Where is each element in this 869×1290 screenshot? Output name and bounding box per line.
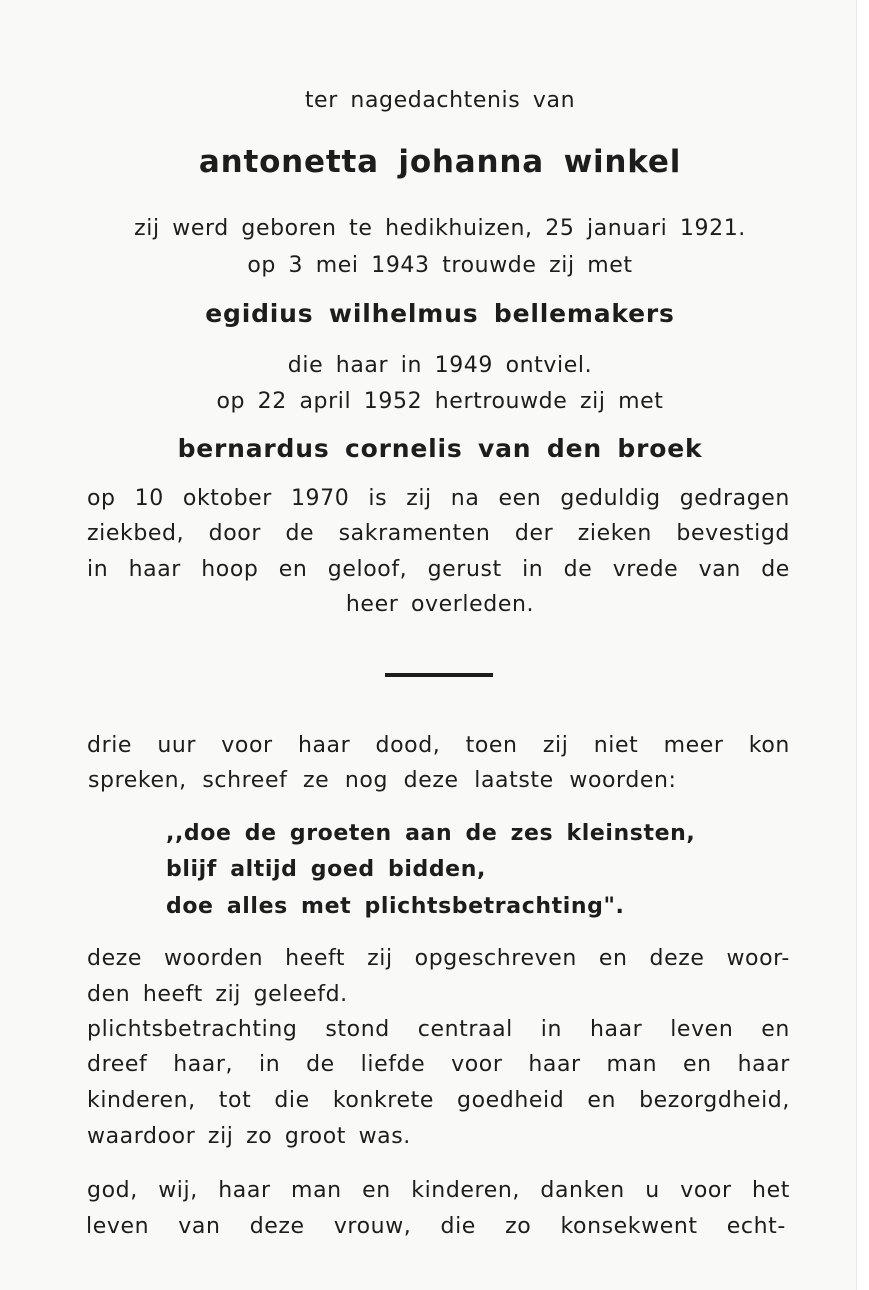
word: geduldig — [560, 486, 661, 511]
word: kon — [748, 733, 790, 758]
reflection-line — [87, 1088, 790, 1113]
word: haar, — [173, 1052, 234, 1077]
word: gedragen — [679, 486, 790, 511]
word: en — [598, 946, 628, 971]
word: haar — [737, 1052, 790, 1077]
word: liefde — [360, 1052, 426, 1077]
word: tot — [218, 1088, 252, 1113]
word: leven — [670, 1017, 734, 1042]
word: 1970 — [290, 486, 350, 511]
marriage2-line: op 22 april 1952 hertrouwde zij met — [216, 389, 664, 414]
word: god, — [87, 1178, 138, 1203]
word: meer — [663, 733, 724, 758]
word: van — [178, 1214, 221, 1239]
word: zij — [367, 946, 393, 971]
word: op — [87, 486, 116, 511]
word: deze — [649, 946, 705, 971]
word: haar — [528, 1052, 581, 1077]
word: en — [278, 557, 308, 582]
reflection-line — [87, 1052, 790, 1077]
word: bezorgdheid, — [639, 1088, 790, 1113]
word: drie — [87, 733, 133, 758]
word: de — [563, 557, 593, 582]
word: door — [208, 521, 261, 546]
thanks-line — [87, 1178, 790, 1203]
reflection-line — [87, 1017, 790, 1042]
word: toen — [465, 733, 518, 758]
word: van — [698, 557, 741, 582]
word: en — [587, 1088, 617, 1113]
word: stond — [325, 1017, 390, 1042]
word: dreef — [87, 1052, 148, 1077]
death-text-line: heer overleden. — [345, 592, 535, 617]
last-words-intro-line — [87, 733, 790, 758]
death-text-line — [87, 486, 790, 511]
word: 10 — [134, 486, 164, 511]
word: bevestigd — [676, 521, 790, 546]
word: woor- — [726, 946, 790, 971]
word: die — [274, 1088, 310, 1113]
word: voor — [221, 733, 273, 758]
word: voor — [451, 1052, 503, 1077]
word: man — [291, 1178, 342, 1203]
quote-line: blijf altijd goed bidden, — [166, 857, 486, 882]
reflection-line: waardoor zij zo groot was. — [87, 1124, 411, 1149]
quote-line: ,,doe de groeten aan de zes kleinsten, — [166, 821, 696, 846]
word: sakramenten — [338, 521, 491, 546]
word: echt- — [726, 1214, 786, 1239]
word: haar — [218, 1178, 271, 1203]
reflection-line: den heeft zij geleefd. — [87, 982, 348, 1007]
word: centraal — [417, 1017, 513, 1042]
word: haar — [589, 1017, 643, 1042]
word: man — [606, 1052, 658, 1077]
word: oktober — [182, 486, 272, 511]
word: uur — [157, 733, 197, 758]
word: opgeschreven — [414, 946, 577, 971]
word: haar — [297, 733, 351, 758]
quote-line: doe alles met plichtsbetrachting". — [166, 894, 625, 919]
word: de — [285, 521, 315, 546]
birth-line: zij werd geboren te hedikhuizen, 25 januari 1921. — [134, 216, 746, 241]
word: deze — [249, 1214, 305, 1239]
word: zij — [542, 733, 569, 758]
word: is — [368, 486, 388, 511]
word: in — [87, 557, 109, 582]
word: konsekwent — [560, 1214, 698, 1239]
word: plichtsbetrachting — [87, 1017, 298, 1042]
word: haar — [128, 557, 181, 582]
word: de — [306, 1052, 335, 1077]
spouse1-death-line: die haar in 1949 ontviel. — [287, 353, 593, 378]
word: de — [761, 557, 790, 582]
word: dood, — [375, 733, 441, 758]
word: woorden — [163, 946, 264, 971]
word: die — [440, 1214, 476, 1239]
word: voor — [680, 1178, 732, 1203]
word: wij, — [158, 1178, 198, 1203]
word: in — [522, 557, 544, 582]
memorial-intro: ter nagedachtenis van — [304, 88, 576, 113]
word: niet — [593, 733, 639, 758]
word: zo — [505, 1214, 532, 1239]
word: en — [761, 1017, 790, 1042]
word: en — [362, 1178, 391, 1203]
word: en — [683, 1052, 712, 1077]
word: geloof, — [327, 557, 408, 582]
word: vrede — [612, 557, 679, 582]
spouse1-name: egidius wilhelmus bellemakers — [205, 299, 675, 328]
word: kinderen, — [411, 1178, 520, 1203]
word: in — [540, 1017, 563, 1042]
deceased-name: antonetta johanna winkel — [198, 144, 682, 180]
word: deze — [87, 946, 142, 971]
word: konkrete — [332, 1088, 434, 1113]
marriage1-line: op 3 mei 1943 trouwde zij met — [247, 253, 633, 278]
word: ziekbed, — [87, 521, 185, 546]
card-edge — [856, 0, 869, 1290]
word: goedheid — [457, 1088, 565, 1113]
word: leven — [86, 1214, 150, 1239]
death-text-line — [87, 521, 790, 546]
word: na — [450, 486, 480, 511]
last-words-intro-line: spreken, schreef ze nog deze laatste woorden: — [88, 768, 677, 793]
word: u — [645, 1178, 660, 1203]
word: in — [258, 1052, 281, 1077]
word: danken — [540, 1178, 625, 1203]
section-divider — [385, 673, 493, 677]
word: een — [498, 486, 542, 511]
word: zij — [406, 486, 432, 511]
death-text-line — [87, 557, 790, 582]
word: heeft — [285, 946, 346, 971]
word: kinderen, — [87, 1088, 196, 1113]
thanks-line — [86, 1214, 786, 1239]
word: vrouw, — [333, 1214, 412, 1239]
word: hoop — [201, 557, 259, 582]
reflection-line — [87, 946, 790, 971]
word: der — [514, 521, 554, 546]
word: het — [752, 1178, 790, 1203]
word: gerust — [427, 557, 502, 582]
spouse2-name: bernardus cornelis van den broek — [177, 434, 703, 463]
word: zieken — [577, 521, 652, 546]
